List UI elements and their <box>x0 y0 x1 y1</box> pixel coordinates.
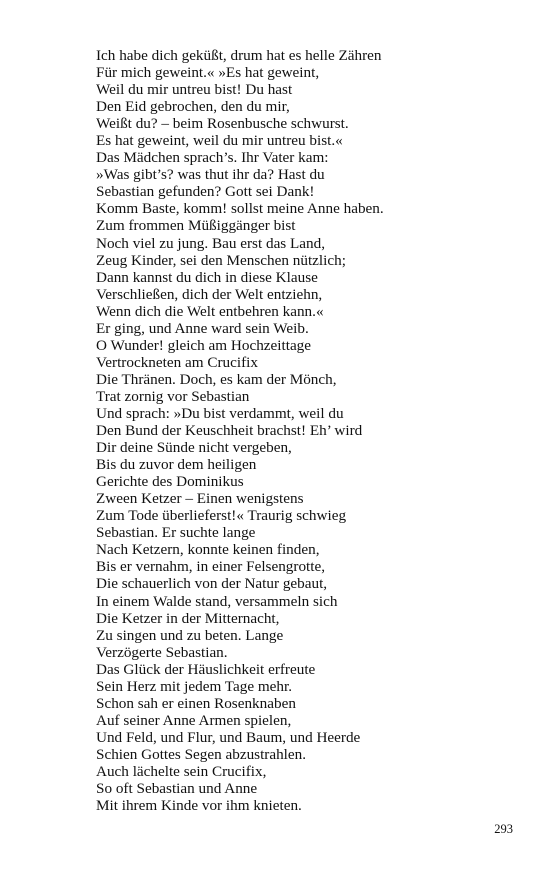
poem-line: Ich habe dich geküßt, drum hat es helle Zähren <box>96 47 382 64</box>
poem-line: Den Bund der Keuschheit brachst! Eh’ wird <box>96 422 363 440</box>
poem-line: Zum Tode überlieferst!« Traurig schwieg <box>96 507 347 525</box>
poem-line: Verschließen, dich der Welt entziehn, <box>96 285 323 303</box>
poem-line: Dir deine Sünde nicht vergeben, <box>96 439 292 457</box>
poem-line: Das Mädchen sprach’s. Ihr Vater kam: <box>96 149 329 167</box>
poem-line: Es hat geweint, weil du mir untreu bist.« <box>96 132 343 150</box>
poem-line: Dann kannst du dich in diese Klause <box>96 268 318 286</box>
poem-line: Den Eid gebrochen, den du mir, <box>96 98 290 116</box>
poem-line: Zeug Kinder, sei den Menschen nützlich; <box>96 251 346 269</box>
poem-line: Wenn dich die Welt entbehren kann.« <box>96 302 324 320</box>
poem-line: Schon sah er einen Rosenknaben <box>96 694 296 712</box>
poem-line: Trat zornig vor Sebastian <box>96 387 250 405</box>
poem-line: Auf seiner Anne Armen spielen, <box>96 711 292 729</box>
poem-line: Die Ketzer in der Mitternacht, <box>96 609 280 627</box>
poem-line: Nach Ketzern, konnte keinen finden, <box>96 541 320 559</box>
poem-line: Für mich geweint.« »Es hat geweint, <box>96 64 320 82</box>
poem-line: Sebastian gefunden? Gott sei Dank! <box>96 183 315 201</box>
poem-line: Vertrockneten am Crucifix <box>96 353 258 371</box>
poem-line: Bis du zuvor dem heiligen <box>96 456 257 474</box>
poem-line: Bis er vernahm, in einer Felsengrotte, <box>96 558 326 576</box>
poem-line: Schien Gottes Segen abzustrahlen. <box>96 745 307 763</box>
poem-line: Verzögerte Sebastian. <box>96 643 228 661</box>
poem-line: Auch lächelte sein Crucifix, <box>96 762 267 780</box>
poem-text <box>96 47 516 814</box>
poem-line: Die schauerlich von der Natur gebaut, <box>96 575 328 593</box>
poem-line: Sein Herz mit jedem Tage mehr. <box>96 677 293 695</box>
poem-line: Noch viel zu jung. Bau erst das Land, <box>96 234 326 252</box>
poem-line: Weißt du? – beim Rosenbusche schwurst. <box>96 115 349 133</box>
poem-line: Komm Baste, komm! sollst meine Anne haben. <box>96 200 384 218</box>
poem-line: Zween Ketzer – Einen wenigstens <box>96 490 304 508</box>
poem-line: Sebastian. Er suchte lange <box>96 524 256 542</box>
poem-line: Und sprach: »Du bist verdammt, weil du <box>96 404 344 422</box>
poem-line: Er ging, und Anne ward sein Weib. <box>96 319 309 337</box>
poem-line: »Was gibt’s? was thut ihr da? Hast du <box>96 166 325 184</box>
poem-line: Zum frommen Müßiggänger bist <box>96 217 296 235</box>
poem-line: Weil du mir untreu bist! Du hast <box>96 81 293 99</box>
poem-line: So oft Sebastian und Anne <box>96 780 258 798</box>
page-number: 293 <box>494 822 513 836</box>
poem-line: Die Thränen. Doch, es kam der Mönch, <box>96 370 337 388</box>
poem-line: Das Glück der Häuslichkeit erfreute <box>96 660 316 678</box>
poem-line: In einem Walde stand, versammeln sich <box>96 592 338 610</box>
poem-line: Mit ihrem Kinde vor ihm knieten. <box>96 797 302 815</box>
poem-line: Und Feld, und Flur, und Baum, und Heerde <box>96 728 361 746</box>
poem-line: Gerichte des Dominikus <box>96 473 244 491</box>
poem-line: Zu singen und zu beten. Lange <box>96 626 284 644</box>
poem-line: O Wunder! gleich am Hochzeittage <box>96 336 312 354</box>
